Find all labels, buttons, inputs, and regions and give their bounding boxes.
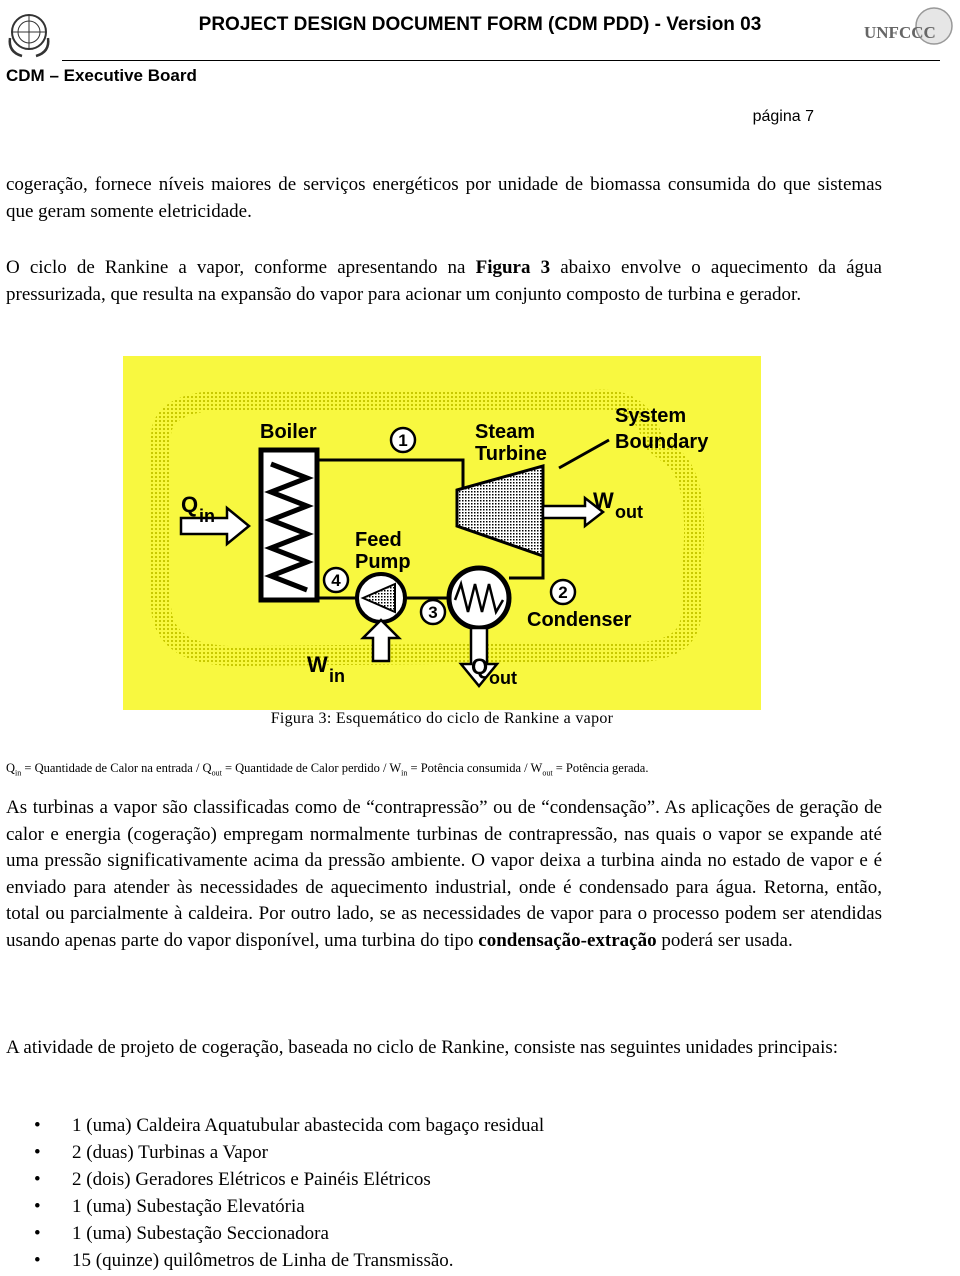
paragraph-4: A atividade de projeto de cogeração, baseada no ciclo de Rankine, consiste nas seguintes unidades principais: bbox=[6, 1037, 839, 1058]
legend-sub-out2: out bbox=[542, 768, 553, 778]
list-item: • 1 (uma) Caldeira Aquatubular abastecida com bagaço residual bbox=[34, 1112, 544, 1139]
paragraph-2-text-a: O ciclo de Rankine a vapor, conforme apresentando na bbox=[6, 257, 476, 278]
document-title: PROJECT DESIGN DOCUMENT FORM (CDM PDD) - Version 03 bbox=[198, 14, 762, 35]
qin-q-label: Q bbox=[181, 492, 199, 517]
page-number: página 7 bbox=[752, 108, 814, 125]
main-units-list bbox=[34, 1112, 544, 1274]
figure-reference: Figura 3 bbox=[475, 257, 551, 278]
pump-label: Pump bbox=[355, 551, 411, 573]
condenser-label: Condenser bbox=[527, 609, 632, 631]
header-rule bbox=[62, 60, 940, 61]
legend-sub-in2: in bbox=[401, 768, 408, 778]
legend-text-3: = Potência consumida / W bbox=[407, 761, 543, 775]
unfccc-logo-text: UNFCCC bbox=[864, 23, 936, 42]
qin-sub-label: in bbox=[199, 506, 215, 526]
paragraph-2-text-b: abaixo envolve o aquecimento da água pressurizada, que resulta na expansão do vapor para acionar um conjunto composto de turbina e gerador. bbox=[6, 257, 882, 305]
state-label-4: 4 bbox=[331, 571, 341, 590]
state-label-2: 2 bbox=[558, 583, 568, 602]
list-item: • 1 (uma) Subestação Elevatória bbox=[34, 1193, 544, 1220]
win-sub-label: in bbox=[329, 666, 345, 686]
bullet-icon: • bbox=[34, 1250, 41, 1271]
wout-w-label: W bbox=[593, 488, 614, 513]
list-item: • 2 (duas) Turbinas a Vapor bbox=[34, 1139, 544, 1166]
bullet-icon: • bbox=[34, 1142, 41, 1163]
executive-board-label: CDM – Executive Board bbox=[6, 66, 197, 85]
turbine-label: Turbine bbox=[475, 443, 547, 465]
bullet-icon: • bbox=[34, 1169, 41, 1190]
boundary-label: Boundary bbox=[615, 431, 709, 453]
legend-sub-in1: in bbox=[15, 768, 22, 778]
state-label-3: 3 bbox=[428, 603, 438, 622]
system-label: System bbox=[615, 405, 687, 427]
wout-sub-label: out bbox=[615, 502, 643, 522]
legend-text-1: = Quantidade de Calor na entrada / Q bbox=[21, 761, 212, 775]
list-item: • 15 (quinze) quilômetros de Linha de Transmissão. bbox=[34, 1247, 544, 1274]
paragraph-2 bbox=[6, 255, 882, 308]
qout-sub-label: out bbox=[489, 668, 517, 688]
paragraph-1: cogeração, fornece níveis maiores de serviços energéticos por unidade de biomassa consumida do que sistemas que geram somente eletricidade. bbox=[6, 174, 882, 222]
legend-q1: Q bbox=[6, 761, 16, 775]
steam-label: Steam bbox=[475, 421, 536, 443]
boiler-label: Boiler bbox=[260, 421, 317, 443]
list-item: • 1 (uma) Subestação Seccionadora bbox=[34, 1220, 544, 1247]
bullet-icon: • bbox=[34, 1223, 41, 1244]
bullet-icon: • bbox=[34, 1115, 41, 1136]
figure-caption: Figura 3: Esquemático do ciclo de Rankine a vapor bbox=[270, 710, 614, 727]
qout-q-label: Q bbox=[471, 654, 489, 679]
legend-text-4: = Potência gerada. bbox=[552, 761, 649, 775]
figure-legend bbox=[6, 761, 648, 778]
rankine-cycle-diagram bbox=[123, 356, 761, 710]
paragraph-3-text-b: poderá ser usada. bbox=[656, 929, 793, 951]
state-label-1: 1 bbox=[398, 431, 408, 450]
win-w-label: W bbox=[307, 652, 328, 677]
bullet-icon: • bbox=[34, 1196, 41, 1217]
legend-text-2: = Quantidade de Calor perdido / W bbox=[221, 761, 402, 775]
unfccc-logo bbox=[858, 4, 956, 60]
extraction-turbine-term: condensação-extração bbox=[478, 929, 657, 951]
list-item: • 2 (dois) Geradores Elétricos e Painéis Elétricos bbox=[34, 1166, 544, 1193]
feed-label: Feed bbox=[355, 529, 402, 551]
paragraph-3-text-a: As turbinas a vapor são classificadas como de “contrapressão” ou de “condensação”. As aplicações de geração de calor e energia (cogeração) empregam normalmente turbinas de contrapressão, nas quais o vapor se expande até uma pressão significativamente acima da pressão ambiente. O vapor deixa a turbina ainda no estado de vapor e é enviado para atender às necessidades de aquecimento industrial, onde é condensado para água. Retorna, então, total ou parcialmente à caldeira. Por outro lado, se as necessidades de vapor para o processo podem ser atendidas usando apenas parte do vapor disponível, uma turbina do tipo bbox=[6, 797, 882, 951]
paragraph-3 bbox=[6, 795, 882, 954]
legend-sub-out1: out bbox=[211, 768, 222, 778]
